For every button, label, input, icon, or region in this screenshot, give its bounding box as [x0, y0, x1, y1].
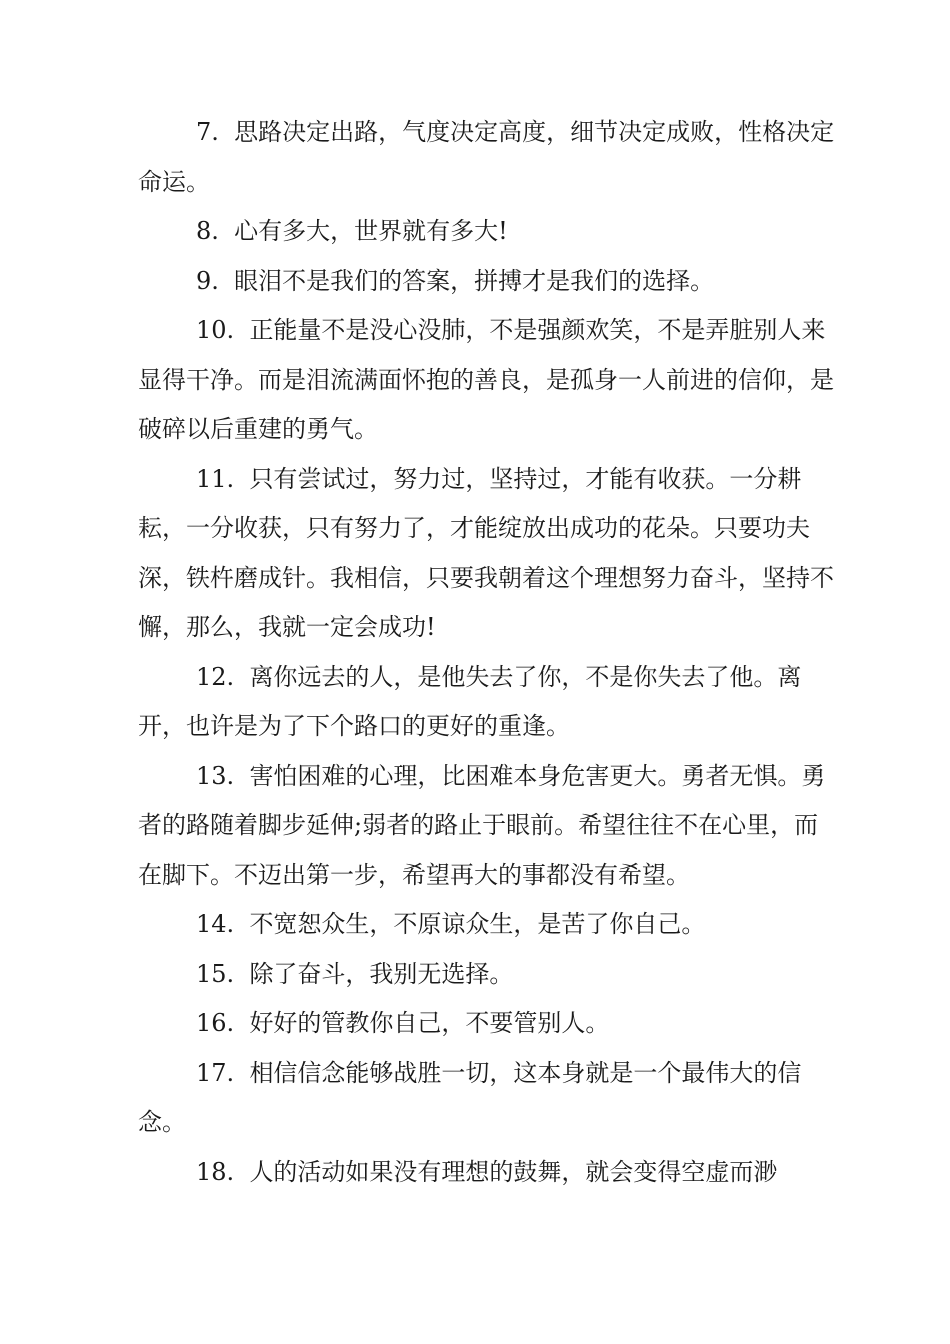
paragraph-18: [138, 1148, 838, 1198]
paragraph-number: 14.: [196, 910, 235, 938]
paragraph-text: 相信信念能够战胜一切，这本身就是一个最伟大的信念。: [138, 1058, 802, 1136]
paragraph-text: 好好的管教你自己，不要管别人。: [249, 1009, 610, 1037]
paragraph-11: [138, 455, 838, 653]
paragraph-number: 10.: [196, 316, 235, 344]
paragraph-text: 害怕困难的心理，比困难本身危害更大。勇者无惧。勇者的路随着脚步延伸;弱者的路止于眼前。希望往往不在心里，而在脚下。不迈出第一步，希望再大的事都没有希望。: [138, 761, 826, 889]
paragraph-text: 只有尝试过，努力过，坚持过，才能有收获。一分耕耘，一分收获，只有努力了，才能绽放出成功的花朵。只要功夫深，铁杵磨成针。我相信，只要我朝着这个理想努力奋斗，坚持不懈，那么，我就一定会成功!: [138, 464, 834, 641]
paragraph-number: 17.: [196, 1058, 235, 1087]
paragraph-text: 离你远去的人，是他失去了你，不是你失去了他。离开，也许是为了下个路口的更好的重逢。: [138, 662, 802, 740]
paragraph-13: [138, 752, 838, 901]
paragraph-text: 思路决定出路，气度决定高度，细节决定成败，性格决定命运。: [138, 118, 835, 196]
paragraph-17: [138, 1049, 838, 1148]
paragraph-number: 13.: [196, 761, 235, 790]
paragraph-text: 心有多大，世界就有多大!: [234, 217, 508, 245]
document-body: [138, 108, 838, 1197]
paragraph-number: 18.: [196, 1157, 235, 1186]
paragraph-number: 12.: [196, 662, 235, 691]
paragraph-8: [138, 207, 838, 257]
paragraph-text: 正能量不是没心没肺，不是强颜欢笑，不是弄脏别人来显得干净。而是泪流满面怀抱的善良，是孤身一人前进的信仰，是破碎以后重建的勇气。: [138, 316, 834, 443]
paragraph-text: 除了奋斗，我别无选择。: [249, 959, 514, 988]
paragraph-number: 9.: [196, 266, 219, 295]
paragraph-number: 7.: [196, 118, 219, 146]
paragraph-text: 眼泪不是我们的答案，拼搏才是我们的选择。: [234, 266, 715, 295]
paragraph-9: [138, 257, 838, 307]
paragraph-16: [138, 999, 838, 1049]
paragraph-7: [138, 108, 838, 207]
paragraph-number: 11.: [196, 464, 235, 493]
paragraph-10: [138, 306, 838, 455]
paragraph-12: [138, 653, 838, 752]
paragraph-number: 16.: [196, 1009, 235, 1037]
paragraph-text: 人的活动如果没有理想的鼓舞，就会变得空虚而渺: [249, 1157, 778, 1186]
paragraph-text: 不宽恕众生，不原谅众生，是苦了你自己。: [249, 910, 706, 938]
paragraph-number: 8.: [196, 217, 219, 245]
paragraph-15: [138, 950, 838, 1000]
paragraph-14: [138, 900, 838, 950]
paragraph-number: 15.: [196, 959, 235, 988]
